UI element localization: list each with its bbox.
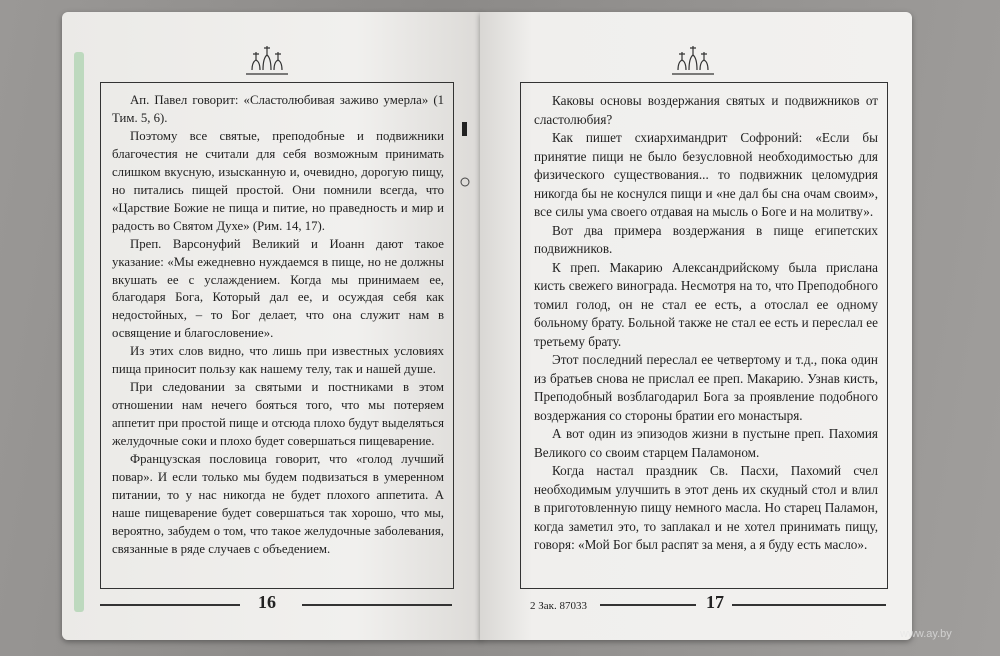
- church-domes-icon: [668, 40, 718, 80]
- page-number: 17: [706, 592, 724, 612]
- paragraph: Каковы основы воздержания святых и подвижников от сластолюбия?: [534, 93, 878, 127]
- left-page-text: [112, 92, 444, 559]
- watermark: www.ay.by: [900, 628, 952, 640]
- paragraph: Этот последний переслал ее четвертому и т.д., пока один из братьев снова не прислал ее преп. Макарию. Узнав кисть, Преподобный возблагодарил Бога за проявление подобного воздержания со стороны братии его монастыря.: [534, 352, 878, 423]
- binding-holes: [460, 122, 470, 202]
- page-number: 16: [258, 592, 276, 612]
- paragraph: Поэтому все святые, преподобные и подвижники благочестия не считали для себя возможным принимать слишком вкусную, изысканную и, очевидно, дорогую пищу, но питались пищей простой. Они помнили всегда, что «Царствие Божие не пища и питие, но праведность и мир и радость во Святом Духе» (Рим. 14, 17).: [112, 128, 444, 233]
- paragraph: К преп. Макарию Александрийскому была прислана кисть свежего винограда. Несмотря на то, что Преподобного томил голод, он не стал ее есть, а отослал ее одному больному брату. Больной также не стал ее есть и переслал ее третьему брату.: [534, 259, 878, 349]
- paragraph: Когда настал праздник Св. Пасхи, Пахомий счел необходимым улучшить в этот день их скудный стол и влил в приготовленную пищу немного масла. Но старец Паламон, когда заметил это, то заплакал и не хотел принимать пищу, говоря: «Мой Бог был распят за меня, а я буду есть масло».: [534, 463, 878, 553]
- open-booklet: [62, 12, 964, 652]
- paragraph: А вот один из эпизодов жизни в пустыне преп. Пахомия Великого со своим старцем Паламоном.: [534, 426, 878, 460]
- paragraph: Как пишет схиархимандрит Софроний: «Если бы принятие пищи не было безусловной необходимостью для физического существования... то подвижник целомудрия никогда бы не коснулся пищи и «не дал бы сна очам своим», все силы ума своего отдавая на мысль о Боге и на молитву».: [534, 130, 878, 220]
- print-imprint: 2 Зак. 87033: [530, 600, 587, 612]
- right-page: [480, 12, 912, 640]
- paragraph: Из этих слов видно, что лишь при известных условиях пища приносит пользу как нашему телу, так и нашей душе.: [112, 344, 444, 377]
- footer-rule: [600, 604, 696, 606]
- paragraph: При следовании за святыми и постниками в этом отношении нам нечего бояться того, что мы потеряем аппетит при простой пище и отсюда плохо будут выделяться желудочные соки и плохо будет совершаться пищеварение.: [112, 380, 444, 449]
- paragraph: Ап. Павел говорит: «Сластолюбивая заживо умерла» (1 Тим. 5, 6).: [112, 93, 444, 125]
- footer-rule: [302, 604, 452, 606]
- church-domes-icon: [242, 40, 292, 80]
- left-page: [62, 12, 482, 640]
- paragraph: Вот два примера воздержания в пище египетских подвижников.: [534, 222, 878, 257]
- cover-edge: [74, 52, 84, 612]
- paragraph: Французская пословица говорит, что «голод лучший повар». И если только мы будем подвизаться в умеренном питании, то у нас никогда не будет плохого аппетита. А наше пищеварение будет совершаться так хорошо, что мы, вероятно, забудем о том, что такое желудочные заболевания, связанные в ряде случаев с объедением.: [112, 452, 444, 556]
- right-page-text: [534, 92, 878, 555]
- footer-rule: [732, 604, 886, 606]
- paragraph: Преп. Варсонуфий Великий и Иоанн дают такое указание: «Мы ежедневно нуждаемся в пище, но не должны вкушать ее с услаждением. Когда мы принимаем ее, благодаря Бога, Который дал ее, и осуждая себя как недостойных, – то Бог делает, что она служит нам в освящение и благословение».: [112, 236, 444, 341]
- footer-rule: [100, 604, 240, 606]
